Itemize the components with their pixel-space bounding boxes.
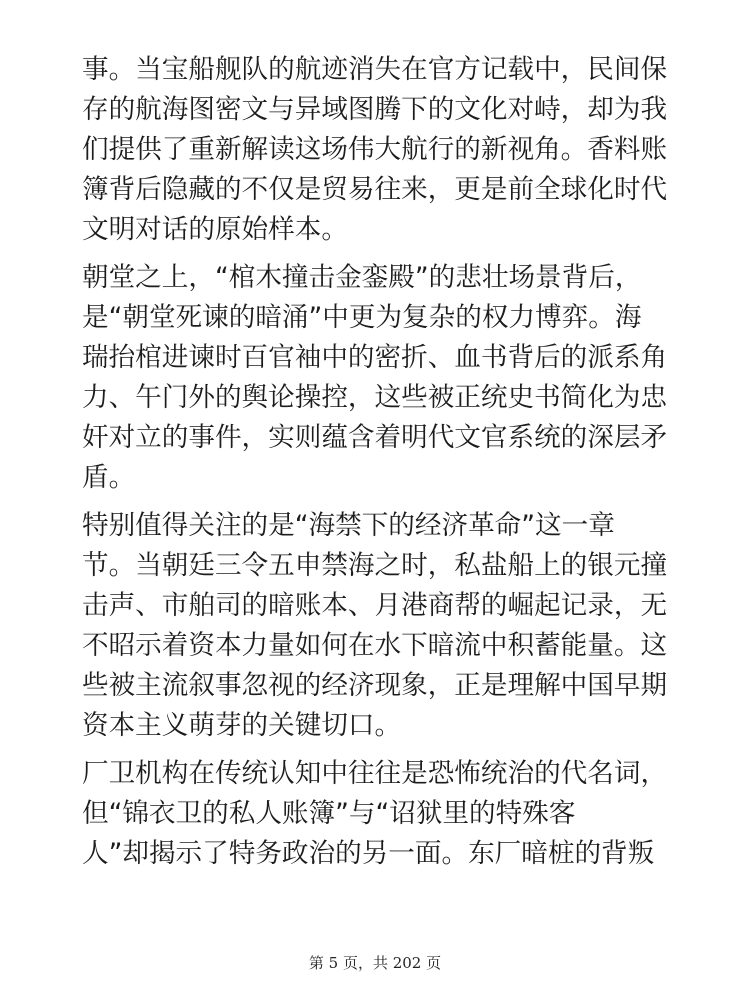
text-line: 奸对立的事件，实则蕴含着明代文官系统的深层矛 [82,422,668,453]
text-line: 事。当宝船舰队的航迹消失在官方记载中，民间保 [82,54,668,85]
paragraph-4 [82,754,682,874]
page-indicator: 第 5 页，共 202 页 [308,954,442,972]
text-line: 是“朝堂死谏的暗涌”中更为复杂的权力博弈。海 [82,302,642,333]
text-line: 朝堂之上，“棺木撞击金銮殿”的悲壮场景背后， [82,262,642,293]
text-line: 瑞抬棺进谏时百官袖中的密折、血书背后的派系角 [82,342,668,373]
paragraph-3 [82,506,682,746]
text-line: 们提供了重新解读这场伟大航行的新视角。香料账 [82,134,668,165]
text-line: 击声、市舶司的暗账本、月港商帮的崛起记录，无 [82,590,668,621]
text-line: 不昭示着资本力量如何在水下暗流中积蓄能量。这 [82,630,668,661]
page-text-body [82,50,682,882]
text-line: 节。当朝廷三令五申禁海之时，私盐船上的银元撞 [82,550,668,581]
text-line: 人”却揭示了特务政治的另一面。东厂暗桩的背叛 [82,838,655,869]
text-line: 但“锦衣卫的私人账簿”与“诏狱里的特殊客 [82,798,576,829]
text-line: 文明对话的原始样本。 [82,214,348,245]
page-number-footer [0,951,750,975]
text-line: 特别值得关注的是“海禁下的经济革命”这一章 [82,510,615,541]
text-line: 盾。 [82,462,136,493]
text-line: 存的航海图密文与异域图腾下的文化对峙，却为我 [82,94,668,125]
text-line: 力、午门外的舆论操控，这些被正统史书简化为忠 [82,382,668,413]
paragraph-2 [82,258,682,498]
paragraph-1 [82,50,682,250]
text-line: 厂卫机构在传统认知中往往是恐怖统治的代名词， [82,758,668,789]
text-line: 资本主义萌芽的关键切口。 [82,710,402,741]
text-line: 些被主流叙事忽视的经济现象，正是理解中国早期 [82,670,668,701]
text-line: 簿背后隐藏的不仅是贸易往来，更是前全球化时代 [82,174,668,205]
